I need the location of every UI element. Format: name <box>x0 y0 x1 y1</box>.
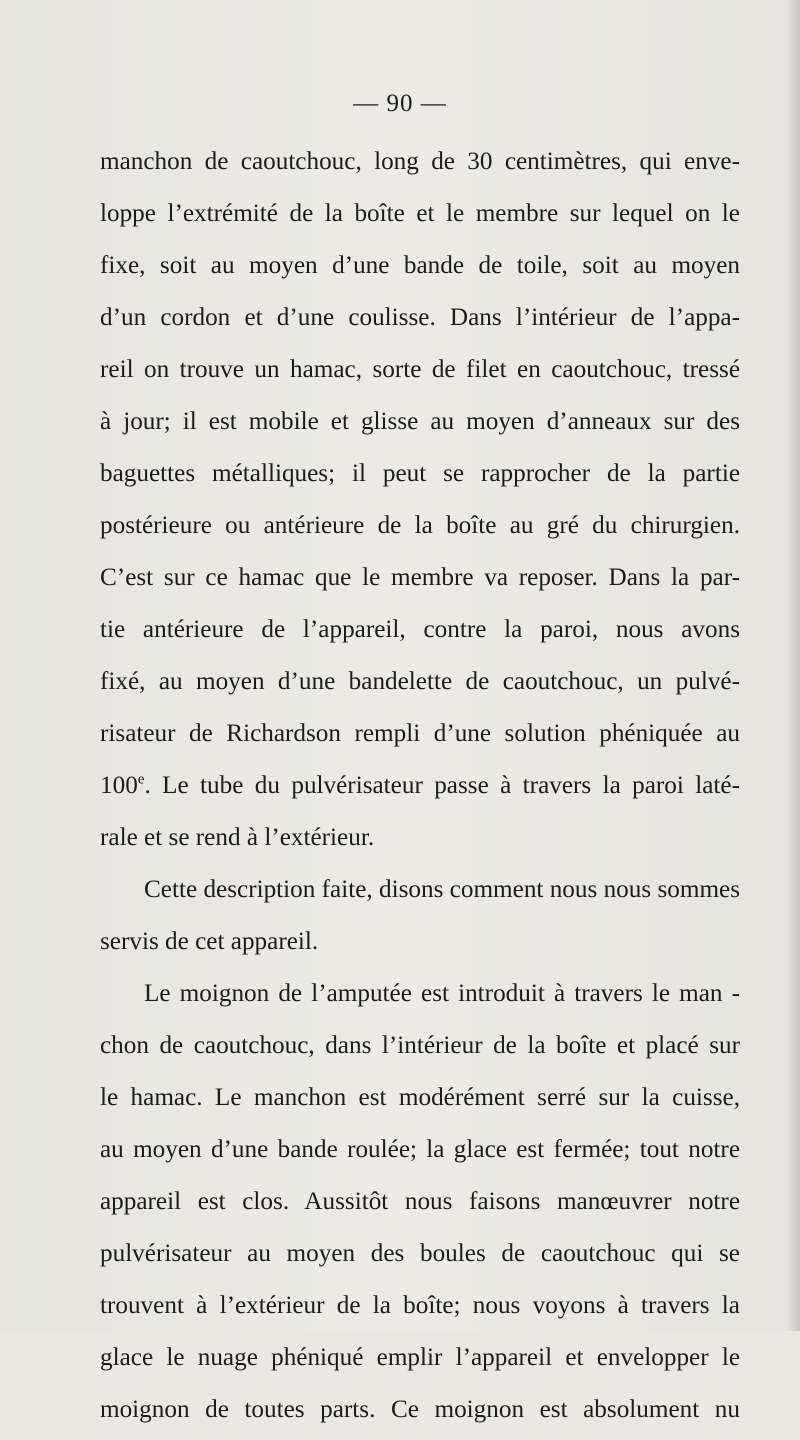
text-line: C’est sur ce hamac que le membre va reposer. Dans la par- <box>100 564 740 591</box>
text-line: servis de cet appareil. <box>100 928 319 955</box>
text-line: risateur de Richardson rempli d’une solution phéniquée au <box>100 720 740 747</box>
text-line: le hamac. Le manchon est modérément serré sur la cuisse, <box>100 1084 740 1111</box>
text-line: loppe l’extrémité de la boîte et le membre sur lequel on le <box>100 200 740 227</box>
text-line: moignon de toutes parts. Ce moignon est absolument nu <box>100 1396 740 1423</box>
text-line: reil on trouve un hamac, sorte de filet en caoutchouc, tressé <box>100 356 740 383</box>
text-line: baguettes métalliques; il peut se rapprocher de la partie <box>100 460 740 487</box>
text-line: au moyen d’une bande roulée; la glace est fermée; tout notre <box>100 1136 740 1163</box>
text-line: glace le nuage phéniqué emplir l’appareil et envelopper le <box>100 1344 740 1371</box>
text-line: fixé, au moyen d’une bandelette de caoutchouc, un pulvé- <box>100 668 740 695</box>
text-line: chon de caoutchouc, dans l’intérieur de la boîte et placé sur <box>100 1032 740 1059</box>
text-line: rale et se rend à l’extérieur. <box>100 824 375 851</box>
text-line-rest: . Le tube du pulvérisateur passe à travers la paroi laté- <box>144 772 740 799</box>
text-line: à jour; il est mobile et glisse au moyen d’anneaux sur des <box>100 408 740 435</box>
ordinal-superscript: e <box>137 771 145 788</box>
text-line: Cette description faite, disons comment nous nous sommes <box>144 876 741 903</box>
text-line: fixe, soit au moyen d’une bande de toile, soit au moyen <box>100 252 740 279</box>
body-text <box>100 140 740 1440</box>
text-line: manchon de caoutchouc, long de 30 centimètres, qui enve- <box>100 148 740 175</box>
text-line: postérieure ou antérieure de la boîte au gré du chirurgien. <box>100 512 740 539</box>
text-line: trouvent à l’extérieur de la boîte; nous voyons à travers la <box>100 1292 740 1319</box>
text-line: pulvérisateur au moyen des boules de caoutchouc qui se <box>100 1240 740 1267</box>
text-line: appareil est clos. Aussitôt nous faisons manœuvrer notre <box>100 1188 740 1215</box>
text-line: d’un cordon et d’une coulisse. Dans l’intérieur de l’appa- <box>100 304 740 331</box>
text-line: tie antérieure de l’appareil, contre la paroi, nous avons <box>100 616 740 643</box>
text-line: Le moignon de l’amputée est introduit à travers le man - <box>144 980 740 1007</box>
ordinal-number: 100 <box>100 772 138 799</box>
page-number: — 90 — <box>353 90 447 117</box>
text-line-with-superscript <box>100 764 740 816</box>
page-edge-shadow <box>786 0 800 1331</box>
